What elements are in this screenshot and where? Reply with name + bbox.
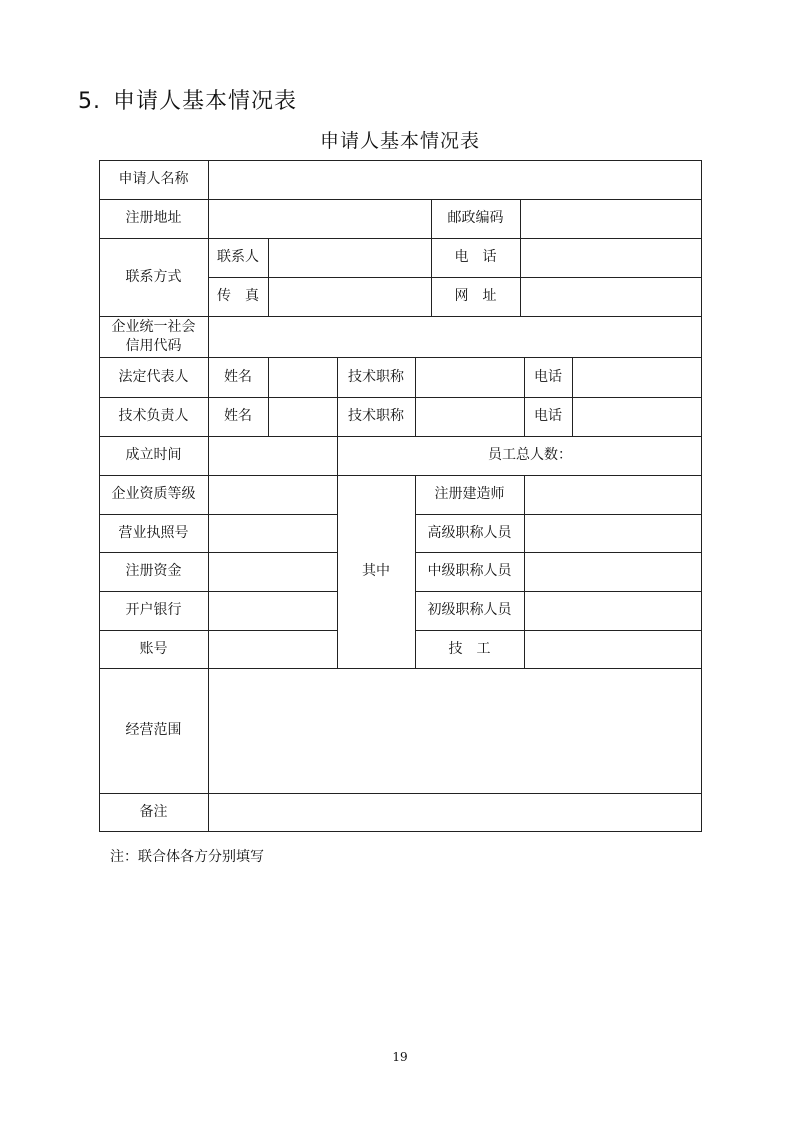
business-license-label: 营业执照号	[118, 524, 189, 541]
column-divider	[268, 357, 269, 436]
registered-address-label: 注册地址	[125, 210, 182, 226]
bank-label: 开户银行	[125, 602, 182, 618]
tech-lead-name-label: 姓名	[224, 408, 252, 424]
founded-label: 成立时间	[125, 447, 182, 463]
senior-staff-label: 高级职称人员	[427, 524, 512, 541]
section-heading	[78, 84, 297, 115]
account-label: 账号	[139, 640, 168, 657]
column-divider	[268, 238, 269, 316]
tech-lead-phone-label: 电话	[534, 408, 562, 424]
page-number: 19	[392, 1050, 408, 1064]
legal-rep-title-label: 技术职称	[348, 368, 404, 385]
middle-staff-label: 中级职称人员	[427, 563, 512, 579]
legal-rep-phone-label: 电话	[534, 368, 562, 385]
column-divider	[524, 475, 525, 668]
postal-code-label: 邮政编码	[447, 210, 504, 226]
tech-lead-label: 技术负责人	[118, 408, 189, 424]
column-divider	[520, 199, 521, 316]
fax-label: 传 真	[217, 288, 259, 304]
registered-capital-label: 注册资金	[125, 563, 182, 579]
column-divider	[415, 357, 416, 436]
contact-person-label: 联系人	[217, 249, 259, 265]
phone-label: 电 话	[454, 249, 497, 265]
registered-builder-label: 注册建造师	[434, 486, 505, 502]
business-scope-label: 经营范围	[125, 722, 182, 738]
contact-method-label: 联系方式	[125, 268, 182, 285]
column-divider	[572, 357, 573, 436]
section-number: 5.	[78, 89, 101, 114]
section-title: 申请人基本情况表	[113, 89, 298, 114]
remarks-label: 备注	[139, 804, 168, 820]
tech-lead-title-label: 技术职称	[348, 408, 404, 424]
website-label: 网 址	[454, 288, 497, 304]
form-title: 申请人基本情况表	[319, 130, 480, 152]
junior-staff-label: 初级职称人员	[427, 602, 512, 618]
total-staff-label: 员工总人数：	[488, 447, 572, 463]
footnote: 注：联合体各方分别填写	[110, 849, 264, 865]
technician-label: 技 工	[448, 640, 491, 657]
legal-rep-label: 法定代表人	[118, 368, 189, 385]
credit-code-label: 企业统一社会 信用代码	[111, 318, 196, 354]
legal-rep-name-label: 姓名	[224, 368, 252, 385]
applicant-name-label: 申请人名称	[118, 171, 189, 187]
among-them-label: 其中	[362, 563, 390, 579]
qualification-label: 企业资质等级	[111, 486, 196, 502]
